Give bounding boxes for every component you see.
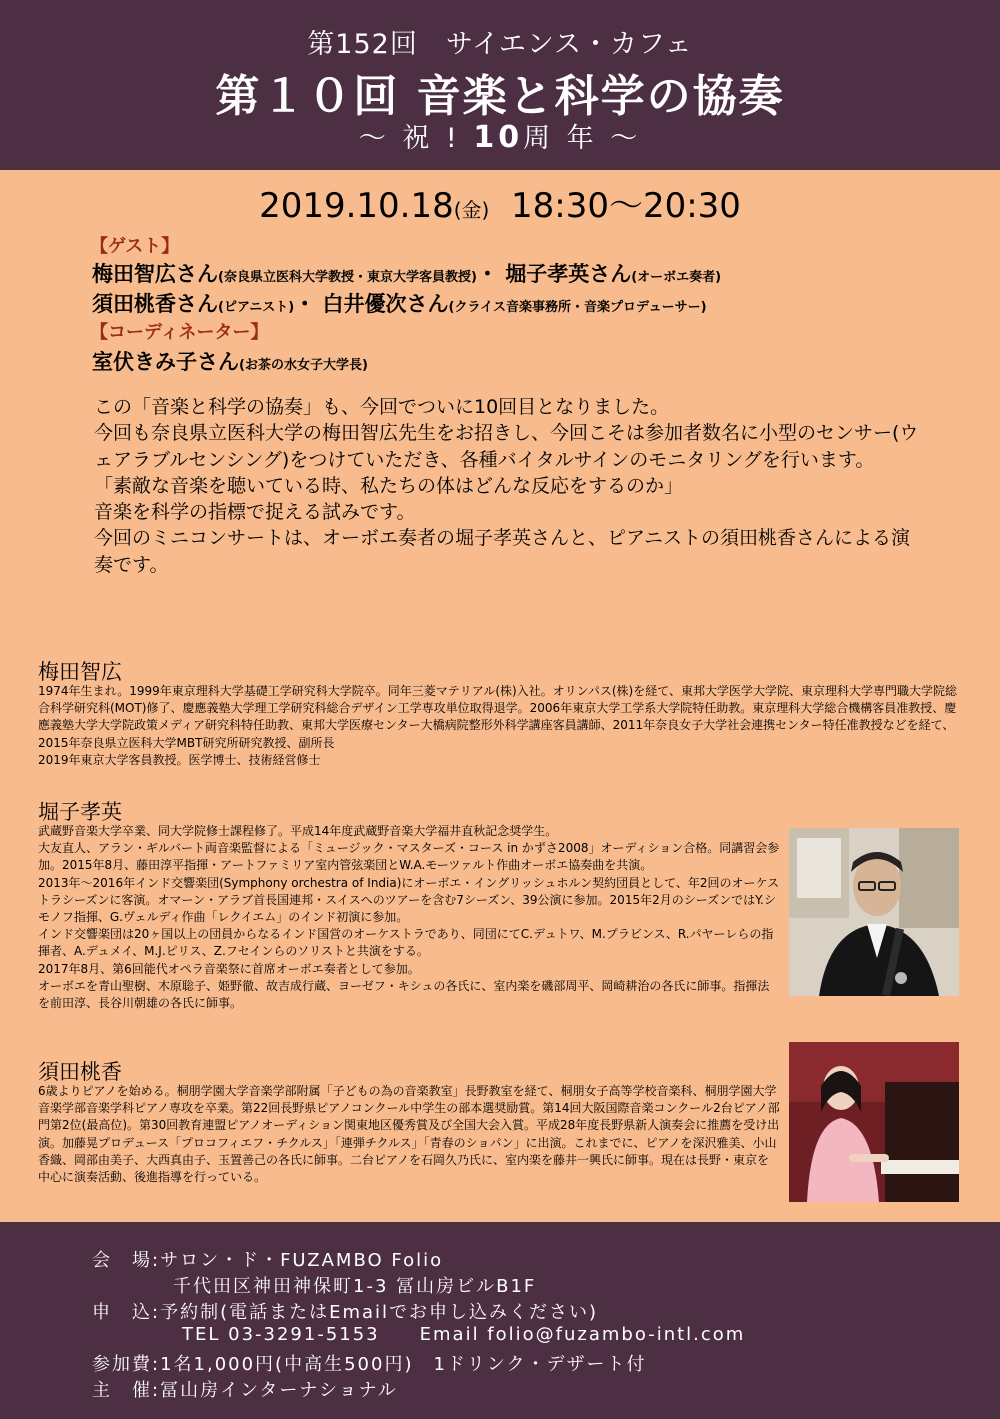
bio-paragraph: オーボエを青山聖樹、木原聡子、姫野徹、故吉成行蔵、ヨーゼフ・キシュの各氏に、室内楽を磯部周平、岡崎耕治の各氏に師事。指揮法を前田淳、長谷川朝雄の各氏に師事。 bbox=[38, 978, 770, 1011]
event-date: 2019.10.18 bbox=[259, 186, 454, 226]
colon: : bbox=[152, 1354, 161, 1375]
oboist-photo-icon bbox=[789, 828, 959, 996]
bio-paragraph: 2017年8月、第6回能代オペラ音楽祭に首席オーボエ奏者として参加。 bbox=[38, 961, 420, 976]
bio-paragraph: 6歳よりピアノを始める。桐朋学園大学音楽学部附属「子どもの為の音楽教室」長野教室を経て、桐朋女子高等学校音楽科、桐朋学園大学音楽学部音楽学科ピアノ専攻を卒業。第22回長野県ピアノコンクール中学生の部本選奨励賞。第14回大阪国際音楽コンクール2台ピアノ部門第2位(最高位)。第30回教育連盟ピアノオーディション関東地区優秀賞及び全国大会入賞。平成28年度長野県新人演奏会に推薦を受け出演。加藤晃プロデュース「プロコフィエフ・チクルス」「連弾チクルス」「青春のショパン」に出演。これまでに、ピアノを深沢雅美、小山香織、岡部由美子、大西真由子、玉置善己の各氏に師事。二台ピアノを石岡久乃氏に、室内楽を藤井一興氏に師事。現在は長野・東京を中心に演奏活動、後進指導を行っている。 bbox=[38, 1084, 780, 1185]
guest-label: 【ゲスト】 bbox=[90, 236, 180, 257]
coordinator-line bbox=[92, 346, 368, 376]
venue-address: 千代田区神田神保町1-3 冨山房ビルB1F bbox=[173, 1276, 537, 1297]
pianist-photo-icon bbox=[789, 1042, 959, 1202]
footer-info bbox=[0, 1222, 1000, 1419]
coordinator-affiliation: (お茶の水女子大学長) bbox=[239, 358, 368, 373]
guest-name: 須田桃香さん bbox=[92, 292, 218, 316]
event-datetime bbox=[0, 178, 1000, 227]
apply-label: 申 込 bbox=[92, 1302, 152, 1323]
guest-name: 白井優次さん bbox=[322, 292, 449, 316]
intro-paragraph: 今回のミニコンサートは、オーボエ奏者の堀子孝英さんと、ピアニストの須田桃香さんによる演奏です。 bbox=[94, 527, 911, 576]
fee-label: 参加費 bbox=[92, 1354, 152, 1375]
colon: : bbox=[152, 1250, 161, 1271]
event-time: 18:30〜20:30 bbox=[510, 186, 741, 226]
intro-text bbox=[94, 394, 924, 578]
bio-paragraph: 2013年～2016年インド交響楽団(Symphony orchestra of India)にオーボエ・イングリッシュホルン契約団員として、年2回のオーケストラシーズンに客演。オマーン・アラブ首長国連邦・スイスへのツアーを含む7シーズン、39公演に参加。2015年2月のシーズンではY.シモノフ指揮、G.ヴェルディ作曲「レクイエム」のインド初演に参加。 bbox=[38, 875, 780, 925]
contact-tel[interactable]: TEL 03-3291-5153 bbox=[182, 1324, 380, 1345]
bio-text-horiko bbox=[38, 823, 780, 1012]
bio-name-umeda: 梅田智広 bbox=[38, 660, 122, 684]
event-weekday: (金) bbox=[453, 198, 490, 222]
bio-name-suda: 須田桃香 bbox=[38, 1060, 122, 1084]
bio-paragraph: 大友直人、アラン・ギルバート両音楽監督による「ミュージック・マスターズ・コース in かずさ2008」オーディション合格。同講習会参加。2015年8月、藤田淳平指揮・アートファミリア室内管弦楽団とW.A.モーツァルト作曲オーボエ協奏曲を共演。 bbox=[38, 841, 780, 873]
guest-separator: ・ bbox=[294, 292, 316, 316]
host-label: 主 催 bbox=[92, 1380, 152, 1401]
subtitle-pre: ～ 祝 ! bbox=[358, 123, 474, 154]
guest-line-1 bbox=[92, 258, 721, 288]
bio-paragraph: 武蔵野音楽大学卒業、同大学院修士課程修了。平成14年度武蔵野音楽大学福井直秋記念奨学生。 bbox=[38, 824, 558, 838]
venue-name: サロン・ド・FUZAMBO Folio bbox=[160, 1250, 444, 1271]
intro-paragraph: この「音楽と科学の協奏」も、今回でついに10回目となりました。 bbox=[94, 396, 670, 418]
bio-paragraph: インド交響楽団は20ヶ国以上の団員からなるインド国営のオーケストラであり、同団にてC.デュトワ、M.プラビンス、R.パヤーレらの指揮者、A.デュメイ、M.J.ピリス、Z.フセインらのソリストと共演をする。 bbox=[38, 927, 774, 959]
intro-paragraph: 「素敵な音楽を聴いている時、私たちの体はどんな反応をするのか」 bbox=[94, 474, 684, 497]
coordinator-label: 【コーディネーター】 bbox=[90, 322, 269, 343]
contact-row bbox=[182, 1324, 745, 1345]
subtitle-number: 10 bbox=[473, 120, 524, 155]
fee-row bbox=[92, 1350, 647, 1376]
subtitle-post: 周 年 ～ bbox=[523, 123, 642, 154]
colon: : bbox=[152, 1380, 161, 1401]
bio-text-suda bbox=[38, 1083, 780, 1186]
fee-text: 1名1,000円(中高生500円) 1ドリンク・デザート付 bbox=[160, 1354, 647, 1375]
colon: : bbox=[152, 1302, 161, 1323]
intro-paragraph: 今回も奈良県立医科大学の梅田智広先生をお招きし、今回こそは参加者数名に小型のセンサー(ウェアラブルセンシング)をつけていただき、各種バイタルサインのモニタリングを行います。 bbox=[94, 422, 919, 471]
header-banner bbox=[0, 0, 1000, 170]
host-name: 冨山房インターナショナル bbox=[160, 1380, 398, 1401]
guest-name: 堀子孝英さん bbox=[505, 262, 632, 286]
guest-affiliation: (ピアニスト) bbox=[218, 300, 295, 315]
guest-line-2 bbox=[92, 288, 707, 318]
coordinator-name: 室伏きみ子さん bbox=[92, 350, 239, 374]
contact-email[interactable]: Email folio@fuzambo-intl.com bbox=[419, 1324, 746, 1345]
apply-text: 予約制(電話またはEmailでお申し込みください) bbox=[160, 1302, 599, 1323]
host-row bbox=[92, 1376, 398, 1402]
bio-text-umeda bbox=[38, 683, 960, 769]
guest-separator: ・ bbox=[476, 262, 498, 286]
series-title: 第152回 サイエンス・カフェ bbox=[307, 29, 693, 60]
intro-paragraph: 音楽を科学の指標で捉える試みです。 bbox=[94, 501, 416, 524]
event-title: 第１０回 音楽と科学の協奏 bbox=[215, 71, 785, 122]
guest-affiliation: (オーボエ奏者) bbox=[631, 270, 722, 285]
bio-paragraph: 2019年東京大学客員教授。医学博士、技術経営修士 bbox=[38, 752, 321, 767]
guest-affiliation: (奈良県立医科大学教授・東京大学客員教授) bbox=[218, 270, 477, 285]
bio-paragraph: 1974年生まれ。1999年東京理科大学基礎工学研究科大学院卒。同年三菱マテリアル(株)入社。オリンパス(株)を経て、東邦大学医学大学院、東京理科大学専門職大学院総合科学研究科(MOT)修了、慶應義塾大学理工学研究科総合デザイン工学専攻単位取得退学。2006年東京大学工学系大学院特任助教。東京理科大学総合機構客員准教授、慶應義塾大学大学院政策メディア研究科特任助教、東邦大学医療センター大橋病院整形外科学講座客員講師、2011年奈良女子大学社会連携センター特任准教授などを経て、2015年奈良県立医科大学MBT研究所研究教授、副所長 bbox=[38, 684, 957, 750]
bio-name-horiko: 堀子孝英 bbox=[38, 800, 122, 824]
guest-name: 梅田智広さん bbox=[92, 262, 218, 286]
event-subtitle bbox=[0, 116, 1000, 155]
venue-label: 会 場 bbox=[92, 1250, 152, 1271]
guest-affiliation: (クライス音楽事務所・音楽プロデューサー) bbox=[448, 300, 707, 315]
venue-row bbox=[92, 1246, 443, 1272]
apply-row bbox=[92, 1298, 598, 1324]
